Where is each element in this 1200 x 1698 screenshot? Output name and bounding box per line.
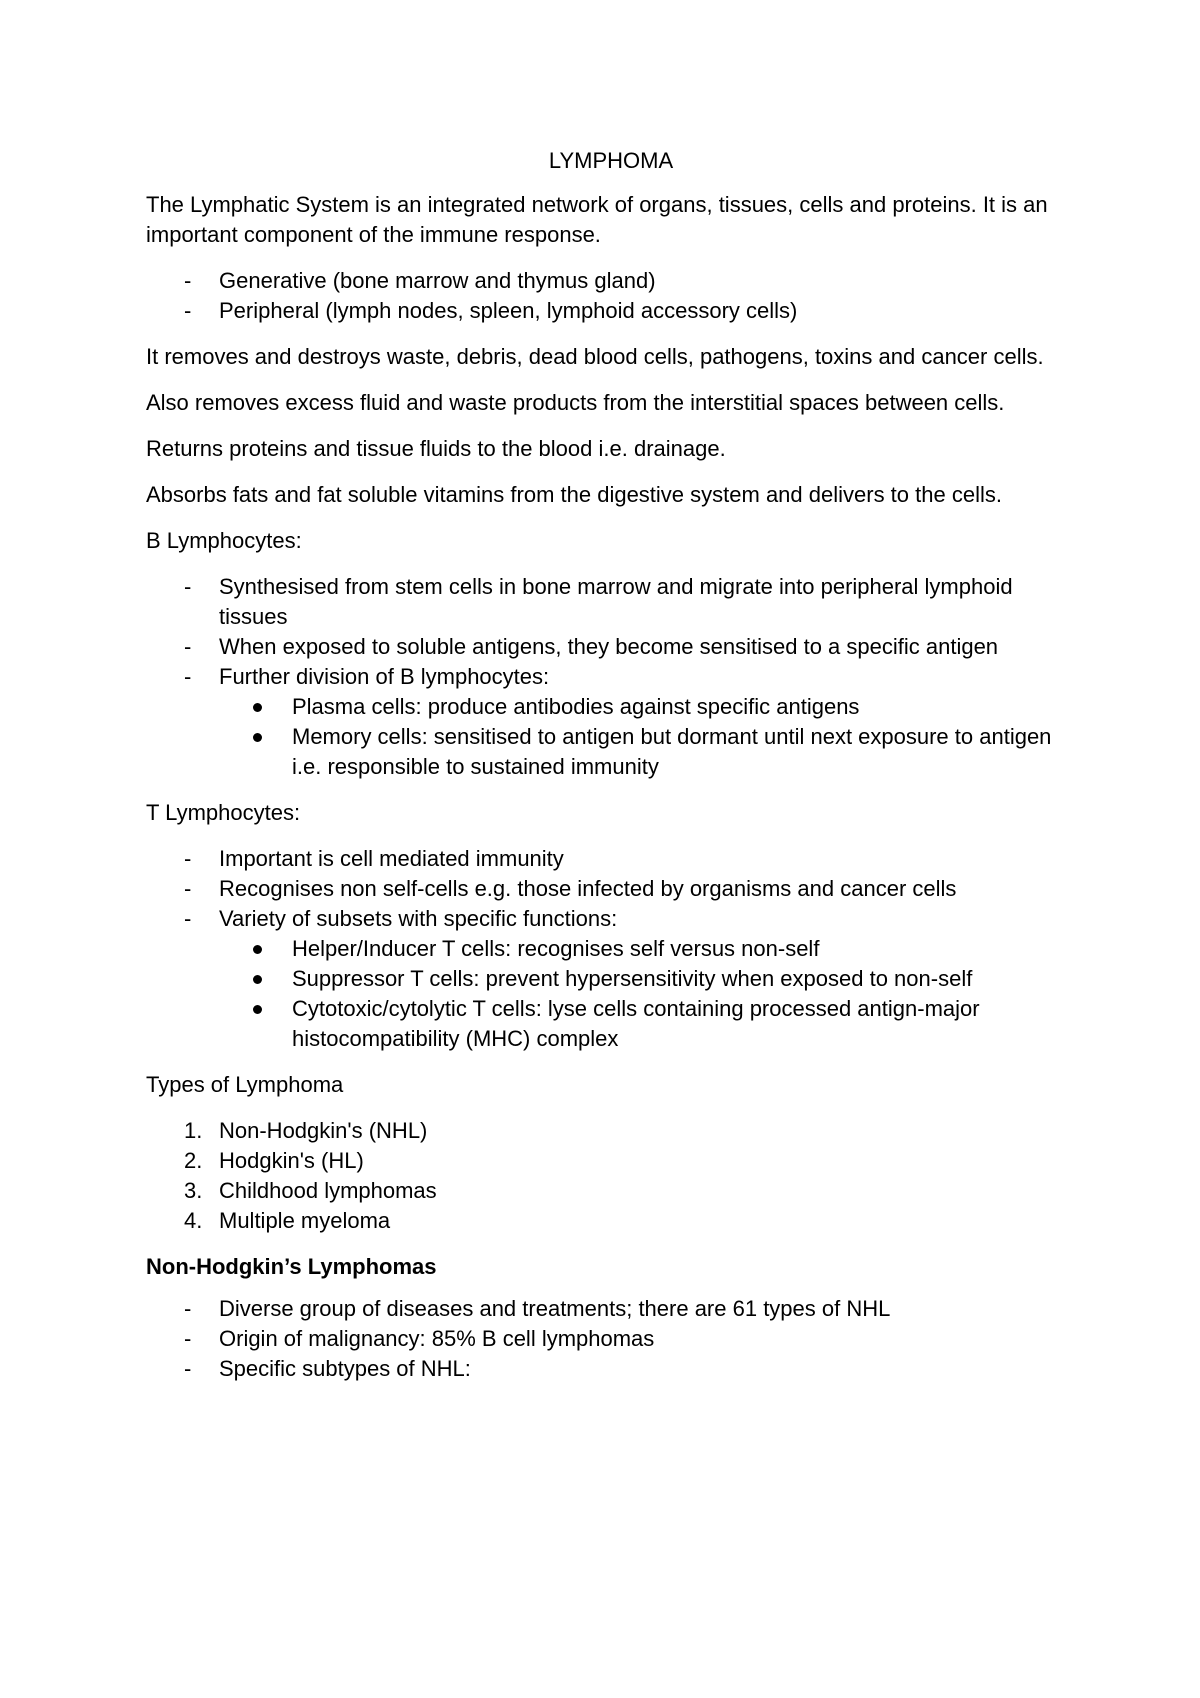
document-page: [146, 146, 1076, 1400]
list-item: Suppressor T cells: prevent hypersensitivity when exposed to non-self: [219, 964, 1076, 994]
b-lymphocytes-sublist: [219, 692, 1076, 782]
list-item: - Specific subtypes of NHL:: [146, 1354, 1076, 1384]
list-item: - Generative (bone marrow and thymus gland): [146, 266, 1076, 296]
list-item: Cytotoxic/cytolytic T cells: lyse cells containing processed antign-major histocompatibility (MHC) complex: [219, 994, 1076, 1054]
number-marker: 2.: [184, 1148, 203, 1173]
list-item: - Recognises non self-cells e.g. those infected by organisms and cancer cells: [146, 874, 1076, 904]
list-item: Plasma cells: produce antibodies against specific antigens: [219, 692, 1076, 722]
dash-marker: -: [184, 1326, 192, 1351]
paragraph: Absorbs fats and fat soluble vitamins from the digestive system and delivers to the cells.: [146, 482, 1002, 507]
dash-marker: -: [184, 268, 192, 293]
list-item: - Important is cell mediated immunity: [146, 844, 1076, 874]
dash-marker: -: [184, 664, 192, 689]
nhl-list: [146, 1294, 1076, 1384]
bullet-marker: [253, 733, 262, 742]
bullet-marker: [253, 1005, 262, 1014]
paragraph: Returns proteins and tissue fluids to the blood i.e. drainage.: [146, 436, 726, 461]
t-lymphocytes-sublist: [219, 934, 1076, 1054]
bullet-marker: [253, 945, 262, 954]
paragraph: Also removes excess fluid and waste products from the interstitial spaces between cells.: [146, 390, 1005, 415]
types-heading: Types of Lymphoma: [146, 1072, 344, 1097]
list-item: 2. Hodgkin's (HL): [146, 1146, 1076, 1176]
bullet-marker: [253, 975, 262, 984]
dash-marker: -: [184, 634, 192, 659]
dash-marker: -: [184, 1296, 192, 1321]
intro-list: [146, 266, 1076, 326]
b-lymphocytes-list: [146, 572, 1076, 782]
list-item: Helper/Inducer T cells: recognises self versus non-self: [219, 934, 1076, 964]
dash-marker: -: [184, 876, 192, 901]
dash-marker: -: [184, 906, 192, 931]
list-item: - When exposed to soluble antigens, they become sensitised to a specific antigen: [146, 632, 1076, 662]
list-item: - Peripheral (lymph nodes, spleen, lymphoid accessory cells): [146, 296, 1076, 326]
types-list: [146, 1116, 1076, 1236]
list-item: 1. Non-Hodgkin's (NHL): [146, 1116, 1076, 1146]
list-item: Memory cells: sensitised to antigen but dormant until next exposure to antigen i.e. responsible to sustained immunity: [219, 722, 1076, 782]
t-lymphocytes-heading: T Lymphocytes:: [146, 800, 301, 825]
list-item: 3. Childhood lymphomas: [146, 1176, 1076, 1206]
number-marker: 3.: [184, 1178, 203, 1203]
list-item: - Synthesised from stem cells in bone marrow and migrate into peripheral lymphoid tissues: [184, 574, 1013, 629]
document-title: LYMPHOMA: [548, 148, 674, 173]
list-item: - Further division of B lymphocytes: Plasma cells: produce antibodies against specific antigens Memory cells: sensitised to antigen but dormant until next exposure to antigen i.e. responsible to sustained immunity: [146, 662, 1076, 782]
number-marker: 4.: [184, 1208, 203, 1233]
paragraph: It removes and destroys waste, debris, dead blood cells, pathogens, toxins and cancer cells.: [146, 344, 1044, 369]
intro-paragraph: The Lymphatic System is an integrated network of organs, tissues, cells and proteins. It is an important component of the immune response.: [146, 192, 1048, 247]
dash-marker: -: [184, 298, 192, 323]
nhl-heading: Non-Hodgkin’s Lymphomas: [146, 1254, 437, 1279]
list-item: - Variety of subsets with specific functions: Helper/Inducer T cells: recognises self versus non-self Suppressor T cells: prevent hypersensitivity when exposed to non-self Cytotoxic/cytolytic T cells: lyse cells containing processed antign-major histocompatibility (MHC) complex: [146, 904, 1076, 1054]
list-item: - Origin of malignancy: 85% B cell lymphomas: [146, 1324, 1076, 1354]
t-lymphocytes-list: [146, 844, 1076, 1054]
list-item: - Diverse group of diseases and treatments; there are 61 types of NHL: [146, 1294, 1076, 1324]
number-marker: 1.: [184, 1118, 203, 1143]
dash-marker: -: [184, 1356, 192, 1381]
dash-marker: -: [184, 846, 192, 871]
bullet-marker: [253, 703, 262, 712]
list-item: 4. Multiple myeloma: [146, 1206, 1076, 1236]
dash-marker: -: [184, 574, 192, 599]
b-lymphocytes-heading: B Lymphocytes:: [146, 528, 302, 553]
